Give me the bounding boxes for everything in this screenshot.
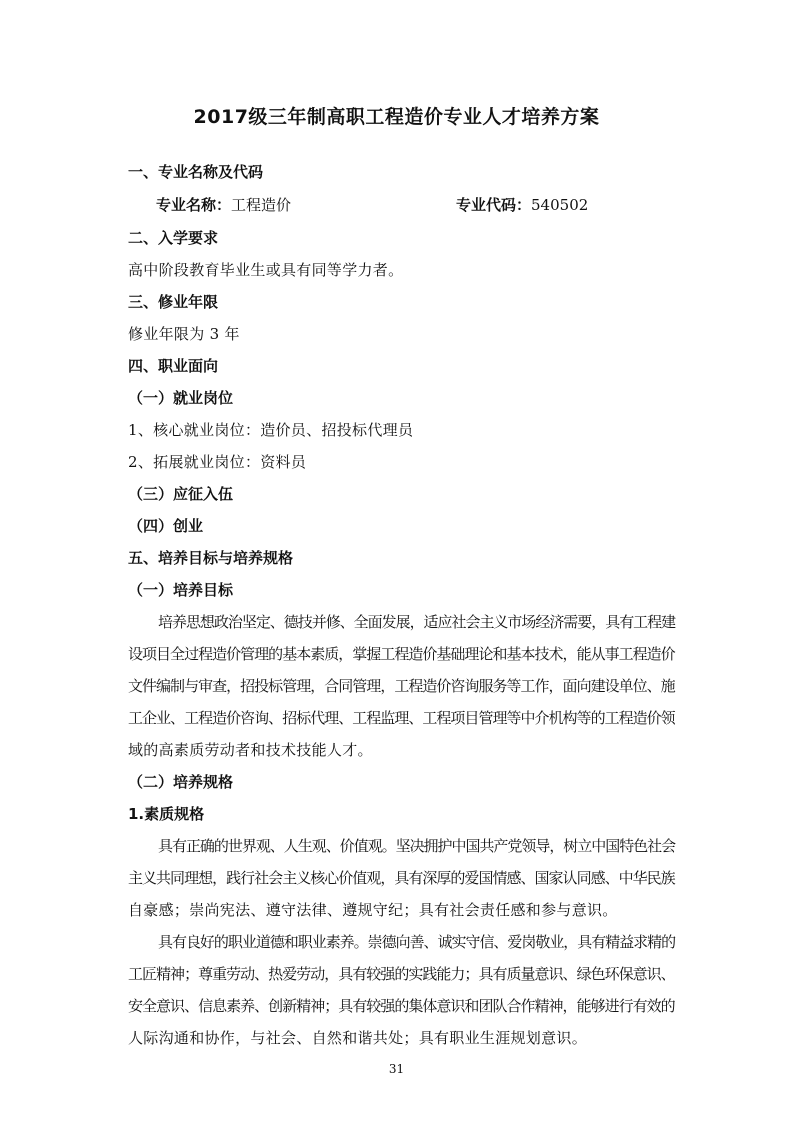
- section-heading-5: 五、培养目标与培养规格: [128, 549, 294, 567]
- admission-text: 高中阶段教育毕业生或具有同等学力者。: [128, 261, 404, 279]
- major-code-label: 专业代码：: [456, 196, 532, 214]
- goal-line: 域的高素质劳动者和技术技能人才。: [128, 741, 373, 759]
- employment-item-2: 2、拓展就业岗位：资料员: [128, 453, 307, 471]
- major-name-label: 专业名称：: [156, 196, 232, 214]
- subheading-quality: 1.素质规格: [128, 805, 205, 823]
- goal-line: 设项目全过程造价管理的基本素质，掌握工程造价基础理论和基本技术，能从事工程造价: [128, 645, 675, 663]
- page-number: 31: [388, 1062, 405, 1076]
- document-title: 2017级三年制高职工程造价专业人才培养方案: [193, 106, 600, 128]
- employment-item-1: 1、核心就业岗位：造价员、招投标代理员: [128, 421, 414, 439]
- subheading-enlistment: （三）应征入伍: [128, 485, 234, 503]
- section-heading-4: 四、职业面向: [128, 357, 219, 375]
- quality-line: 具有正确的世界观、人生观、价值观。坚决拥护中国共产党领导，树立中国特色社会: [158, 837, 676, 855]
- quality-line: 主义共同理想，践行社会主义核心价值观，具有深厚的爱国情感、国家认同感、中华民族: [128, 869, 675, 887]
- quality-line: 安全意识、信息素养、创新精神；具有较强的集体意识和团队合作精神，能够进行有效的: [128, 997, 675, 1015]
- subheading-employment: （一）就业岗位: [128, 389, 234, 407]
- goal-line: 工企业、工程造价咨询、招标代理、工程监理、工程项目管理等中介机构等的工程造价领: [128, 709, 675, 727]
- quality-line: 工匠精神；尊重劳动、热爱劳动，具有较强的实践能力；具有质量意识、绿色环保意识、: [128, 965, 675, 983]
- goal-line: 培养思想政治坚定、德技并修、全面发展，适应社会主义市场经济需要，具有工程建: [158, 613, 676, 631]
- quality-line: 具有良好的职业道德和职业素养。崇德向善、诚实守信、爱岗敬业，具有精益求精的: [158, 933, 676, 951]
- quality-line: 人际沟通和协作，与社会、自然和谐共处；具有职业生涯规划意识。: [128, 1029, 588, 1047]
- duration-text: 修业年限为 3 年: [128, 325, 240, 343]
- major-code: [456, 195, 588, 215]
- subheading-goals: （一）培养目标: [128, 581, 234, 599]
- major-name: [156, 195, 291, 215]
- section-heading-2: 二、入学要求: [128, 229, 219, 247]
- section-heading-1: 一、专业名称及代码: [128, 163, 264, 181]
- quality-line: 自豪感；崇尚宪法、遵守法律、遵规守纪；具有社会责任感和参与意识。: [128, 901, 618, 919]
- subheading-entrepreneurship: （四）创业: [128, 517, 204, 535]
- section-heading-3: 三、修业年限: [128, 293, 219, 311]
- subheading-specs: （二）培养规格: [128, 773, 234, 791]
- major-code-value: 540502: [531, 196, 589, 214]
- goal-line: 文件编制与审查，招投标管理，合同管理，工程造价咨询服务等工作，面向建设单位、施: [128, 677, 675, 695]
- major-name-value: 工程造价: [231, 196, 292, 214]
